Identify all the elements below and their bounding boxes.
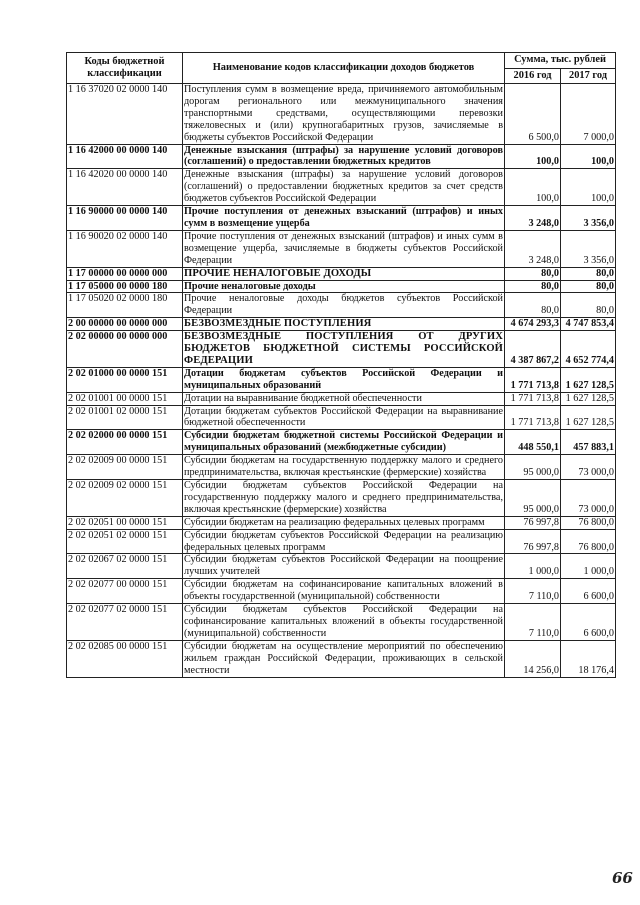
code-cell: 2 02 02009 02 0000 151 (67, 480, 183, 517)
amount-2017-cell: 7 000,0 (561, 84, 616, 145)
amount-2016-cell: 1 000,0 (505, 554, 561, 579)
table-row (67, 516, 616, 529)
table-row (67, 480, 616, 517)
header-year-2016: 2016 год (505, 68, 561, 84)
amount-2016-cell: 6 500,0 (505, 84, 561, 145)
amount-2016-cell: 448 550,1 (505, 430, 561, 455)
name-cell: Субсидии бюджетам субъектов Российской Федерации на государственную поддержку малого и среднего предпринимательства, включая крестьянские (фермерские) хозяйства (184, 480, 503, 515)
name-cell: БЕЗВОЗМЕЗДНЫЕ ПОСТУПЛЕНИЯ (183, 318, 505, 331)
name-cell: Дотации бюджетам субъектов Российской Федерации на выравнивание бюджетной обеспеченности (184, 405, 503, 429)
amount-2017-cell: 3 356,0 (561, 230, 616, 267)
table-row (67, 230, 616, 267)
code-cell: 2 00 00000 00 0000 000 (67, 318, 183, 331)
amount-2016-cell: 95 000,0 (505, 455, 561, 480)
page-number: 66 (612, 869, 633, 887)
name-cell: Субсидии бюджетам на софинансирование капитальных вложений в объекты государственной (муниципальной) собственности (184, 579, 503, 603)
amount-2016-cell: 100,0 (505, 144, 561, 169)
code-cell: 1 16 42020 00 0000 140 (67, 169, 183, 206)
amount-2017-cell: 100,0 (561, 169, 616, 206)
name-cell: Субсидии бюджетам субъектов Российской Федерации на софинансирование капитальных вложений в объекты государственной (муниципальной) собственности (184, 604, 503, 639)
code-cell: 1 17 00000 00 0000 000 (67, 267, 183, 280)
table-row (67, 405, 616, 430)
amount-2017-cell: 6 600,0 (561, 604, 616, 641)
amount-2017-cell: 76 800,0 (561, 516, 616, 529)
amount-2017-cell: 1 000,0 (561, 554, 616, 579)
amount-2016-cell: 4 674 293,3 (505, 318, 561, 331)
header-codes: Коды бюджетной классификации (67, 53, 183, 84)
code-cell: 1 16 90000 00 0000 140 (67, 206, 183, 231)
name-cell: Прочие неналоговые доходы бюджетов субъектов Российской Федерации (184, 293, 503, 317)
name-cell: Дотации на выравнивание бюджетной обеспеченности (183, 392, 505, 405)
code-cell: 2 02 02077 00 0000 151 (67, 579, 183, 604)
table-row (67, 392, 616, 405)
amount-2017-cell: 1 627 128,5 (561, 392, 616, 405)
table-row (67, 579, 616, 604)
amount-2017-cell: 76 800,0 (561, 529, 616, 554)
amount-2016-cell: 7 110,0 (505, 604, 561, 641)
amount-2017-cell: 80,0 (561, 267, 616, 280)
amount-2016-cell: 80,0 (505, 293, 561, 318)
table-row (67, 331, 616, 368)
table-row (67, 554, 616, 579)
budget-revenue-table (66, 52, 616, 678)
table-row (67, 430, 616, 455)
header-name: Наименование кодов классификации доходов бюджетов (183, 53, 505, 84)
code-cell: 1 17 05000 00 0000 180 (67, 280, 183, 293)
budget-revenue-table-page (66, 52, 615, 678)
code-cell: 2 02 02077 02 0000 151 (67, 604, 183, 641)
code-cell: 2 02 02000 00 0000 151 (67, 430, 183, 455)
name-cell: Субсидии бюджетам на реализацию федеральных целевых программ (183, 516, 505, 529)
name-cell: Прочие неналоговые доходы (183, 280, 505, 293)
amount-2017-cell: 80,0 (561, 293, 616, 318)
name-cell: БЕЗВОЗМЕЗДНЫЕ ПОСТУПЛЕНИЯ ОТ ДРУГИХ БЮДЖЕТОВ БЮДЖЕТНОЙ СИСТЕМЫ РОССИЙСКОЙ ФЕДЕРАЦИИ (184, 331, 503, 366)
amount-2016-cell: 80,0 (505, 267, 561, 280)
code-cell: 2 02 02085 00 0000 151 (67, 640, 183, 677)
amount-2017-cell: 4 747 853,4 (561, 318, 616, 331)
amount-2017-cell: 18 176,4 (561, 640, 616, 677)
amount-2016-cell: 80,0 (505, 280, 561, 293)
table-row (67, 529, 616, 554)
name-cell: Субсидии бюджетам на осуществление мероприятий по обеспечению жильем граждан Российской Федерации, проживающих в сельской местности (184, 640, 503, 676)
code-cell: 1 16 37020 02 0000 140 (67, 84, 183, 145)
name-cell: Поступления сумм в возмещение вреда, причиняемого автомобильным дорогам регионального или межмуниципального значения транспортными средствами, осуществляющими перевозки тяжеловесных и (или) крупногабаритных грузов, зачисляемые в бюджеты субъектов Российской Федерации (184, 84, 503, 143)
code-cell: 2 02 02009 00 0000 151 (67, 455, 183, 480)
name-cell: ПРОЧИЕ НЕНАЛОГОВЫЕ ДОХОДЫ (183, 267, 505, 280)
amount-2016-cell: 76 997,8 (505, 529, 561, 554)
amount-2017-cell: 457 883,1 (561, 430, 616, 455)
amount-2016-cell: 100,0 (505, 169, 561, 206)
amount-2016-cell: 14 256,0 (505, 640, 561, 677)
code-cell: 2 02 02051 00 0000 151 (67, 516, 183, 529)
name-cell: Субсидии бюджетам бюджетной системы Российской Федерации и муниципальных образований (межбюджетные субсидии) (184, 430, 503, 454)
name-cell: Субсидии бюджетам на государственную поддержку малого и среднего предпринимательства, включая крестьянские (фермерские) хозяйства (184, 455, 503, 479)
code-cell: 1 17 05020 02 0000 180 (67, 293, 183, 318)
table-row (67, 293, 616, 318)
amount-2017-cell: 6 600,0 (561, 579, 616, 604)
table-row (67, 169, 616, 206)
table-row (67, 206, 616, 231)
name-cell: Прочие поступления от денежных взысканий (штрафов) и иных сумм в возмещение ущерба, зачисляемые в бюджеты субъектов Российской Федерации (184, 230, 503, 266)
table-header (67, 53, 616, 84)
code-cell: 2 02 00000 00 0000 000 (67, 331, 183, 368)
amount-2017-cell: 4 652 774,4 (561, 331, 616, 368)
amount-2017-cell: 80,0 (561, 280, 616, 293)
name-cell: Субсидии бюджетам субъектов Российской Федерации на реализацию федеральных целевых программ (184, 529, 503, 553)
amount-2017-cell: 100,0 (561, 144, 616, 169)
amount-2016-cell: 95 000,0 (505, 480, 561, 517)
name-cell: Субсидии бюджетам субъектов Российской Федерации на поощрение лучших учителей (184, 554, 503, 578)
table-row (67, 455, 616, 480)
amount-2016-cell: 1 771 713,8 (505, 367, 561, 392)
amount-2016-cell: 7 110,0 (505, 579, 561, 604)
amount-2017-cell: 1 627 128,5 (561, 405, 616, 430)
code-cell: 2 02 01001 02 0000 151 (67, 405, 183, 430)
amount-2016-cell: 3 248,0 (505, 230, 561, 267)
table-row (67, 640, 616, 677)
amount-2016-cell: 1 771 713,8 (505, 392, 561, 405)
table-row (67, 84, 616, 145)
table-row (67, 367, 616, 392)
table-row (67, 318, 616, 331)
code-cell: 2 02 01000 00 0000 151 (67, 367, 183, 392)
table-row (67, 267, 616, 280)
header-sum: Сумма, тыс. рублей (505, 53, 616, 69)
code-cell: 2 02 01001 00 0000 151 (67, 392, 183, 405)
table-row (67, 604, 616, 641)
header-year-2017: 2017 год (561, 68, 616, 84)
code-cell: 1 16 42000 00 0000 140 (67, 144, 183, 169)
name-cell: Денежные взыскания (штрафы) за нарушение условий договоров (соглашений) о предоставлении бюджетных кредитов (184, 144, 503, 168)
table-row (67, 280, 616, 293)
amount-2016-cell: 1 771 713,8 (505, 405, 561, 430)
name-cell: Прочие поступления от денежных взысканий (штрафов) и иных сумм в возмещение ущерба (184, 206, 503, 229)
amount-2017-cell: 73 000,0 (561, 455, 616, 480)
amount-2016-cell: 3 248,0 (505, 206, 561, 231)
amount-2017-cell: 73 000,0 (561, 480, 616, 517)
amount-2016-cell: 4 387 867,2 (505, 331, 561, 368)
table-row (67, 144, 616, 169)
code-cell: 1 16 90020 02 0000 140 (67, 230, 183, 267)
amount-2017-cell: 1 627 128,5 (561, 367, 616, 392)
amount-2017-cell: 3 356,0 (561, 206, 616, 231)
name-cell: Дотации бюджетам субъектов Российской Федерации и муниципальных образований (184, 367, 503, 391)
name-cell: Денежные взыскания (штрафы) за нарушение условий договоров (соглашений) о предоставлении бюджетных кредитов за счет средств бюджетов субъектов Российской Федерации (184, 169, 503, 205)
amount-2016-cell: 76 997,8 (505, 516, 561, 529)
table-body (67, 84, 616, 678)
code-cell: 2 02 02067 02 0000 151 (67, 554, 183, 579)
code-cell: 2 02 02051 02 0000 151 (67, 529, 183, 554)
